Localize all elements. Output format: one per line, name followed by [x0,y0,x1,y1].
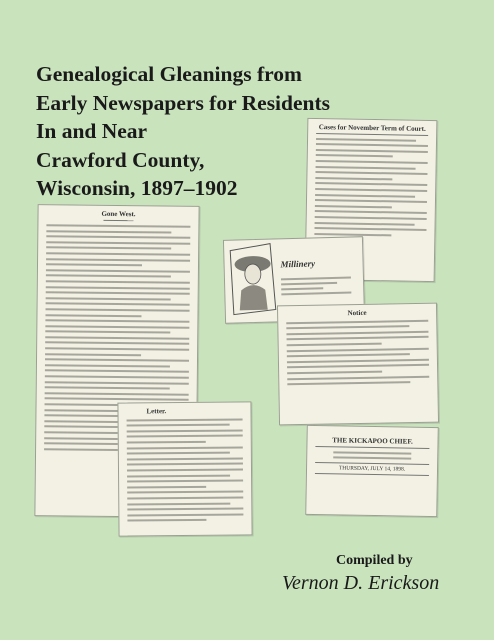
clipping-notice-heading: Notice [347,308,367,318]
title-line-5: Wisconsin, 1897–1902 [36,176,238,200]
compiled-by-label: Compiled by [336,553,413,568]
clipping-letter-heading: Letter. [146,407,167,416]
kickapoo-masthead: THE KICKAPOO CHIEF. [332,436,413,446]
title-line-3: In and Near [36,119,148,143]
author-name: Vernon D. Erickson [282,572,440,594]
kickapoo-date-line: THURSDAY, JULY 14, 1898. [338,465,406,473]
clipping-notice [277,303,439,426]
title-line-4: Crawford County, [36,147,205,172]
title-line-1: Genealogical Gleanings from [36,62,302,86]
clipping-letter [117,401,252,536]
clipping-court-cases-heading: Cases for November Term of Court. [318,123,426,133]
title-line-2: Early Newspapers for Residents [36,90,331,115]
clipping-gone-west-heading: Gone West. [101,209,136,219]
clipping-kickapoo-chief [305,425,439,517]
milliner-ad-text: Millinery [280,258,316,270]
